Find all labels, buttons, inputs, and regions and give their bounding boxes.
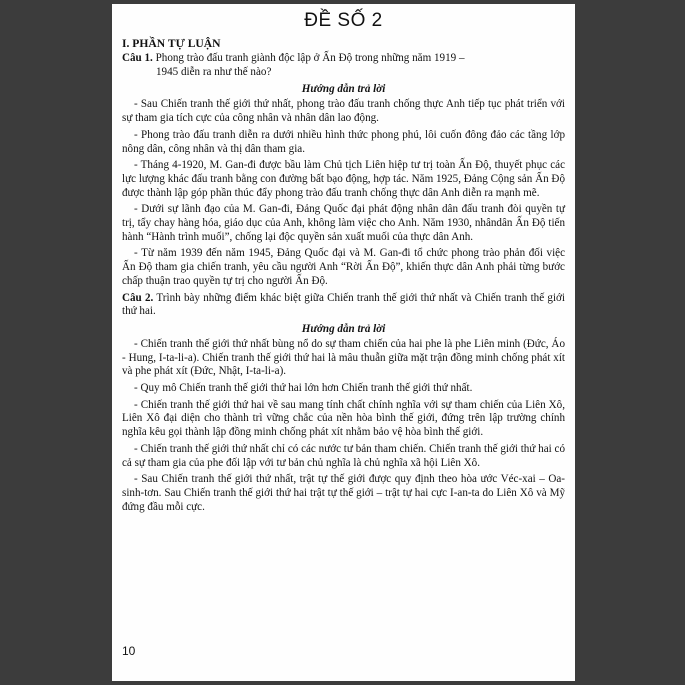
page-title: ĐỀ SỐ 2 xyxy=(304,10,383,31)
question-2-text: Trình bày những điểm khác biệt giữa Chiến tranh thế giới thứ nhất và Chiến tranh thế giới thứ hai. xyxy=(122,291,565,318)
page-number: 10 xyxy=(122,644,136,658)
question-1-line-1: Phong trào đấu tranh giành độc lập ở Ấn Độ trong những năm 1919 – xyxy=(155,52,465,64)
document-page[interactable] xyxy=(112,4,575,681)
section-heading: I. PHẦN TỰ LUẬN xyxy=(122,37,221,50)
question-2-label: Câu 2. xyxy=(122,291,154,304)
answer-2-paragraph: - Chiến tranh thế giới thứ nhất bùng nổ do sự tham chiến của hai phe là phe Liên minh (Đức, Áo - Hung, I-ta-li-a). Chiến tranh thế giới thứ hai là mâu thuẫn giữa mặt trận đồng minh chống phát xít và phe phát xít (Đức, Nhật, I-ta-li-a). xyxy=(122,337,565,378)
answer-2-paragraph: - Chiến tranh thế giới thứ hai về sau mang tính chất chính nghĩa với sự tham chiến của Liên Xô, Liên Xô đại diện cho thành trì vững chắc của nền hòa bình thế giới, đứng trên lập trường chính nghĩa kêu gọi thành lập đồng minh chống phát xít nhằm bảo vệ hòa bình thế giới. xyxy=(122,398,565,439)
answer-2-paragraph: - Chiến tranh thế giới thứ nhất chỉ có các nước tư bản tham chiến. Chiến tranh thế giới thứ hai có cả sự tham gia của phe đối lập với tư bản chủ nghĩa là chủ nghĩa xã hội Liên Xô. xyxy=(122,442,565,469)
question-1-label: Câu 1. xyxy=(122,52,153,64)
viewer-frame-right xyxy=(575,0,685,685)
answer-guide-heading-1: Hướng dẫn trả lời xyxy=(301,83,386,96)
answer-1-paragraph: - Tháng 4-1920, M. Gan-đi được bầu làm Chủ tịch Liên hiệp tư trị toàn Ấn Độ, thuyết phục các lực lượng khác đấu tranh bằng con đường bất bạo động, hợp tác. Năm 1925, Đảng Cộng sản Ấn Độ được thành lập góp phần thúc đẩy phong trào đấu tranh chống thực dân Anh diễn ra mạnh mẽ. xyxy=(122,159,565,199)
answer-1-paragraph: - Sau Chiến tranh thế giới thứ nhất, phong trào đấu tranh chống thực Anh tiếp tục phát triển với sự tham gia tích cực của công nhân và nhân dân lao động. xyxy=(122,98,565,125)
question-1-line-2: 1945 diễn ra như thế nào? xyxy=(156,65,272,78)
answer-2-paragraph: - Quy mô Chiến tranh thế giới thứ hai lớn hơn Chiến tranh thế giới thứ nhất. xyxy=(134,382,473,395)
viewer-frame-left xyxy=(0,0,112,685)
answer-guide-heading-2: Hướng dẫn trả lời xyxy=(301,322,386,335)
viewer-frame-bottom xyxy=(0,681,685,685)
answer-2-paragraph: - Sau Chiến tranh thế giới thứ nhất, trật tự thế giới được quy định theo hòa ước Véc-xai – Oa-sinh-tơn. Sau Chiến tranh thế giới thứ hai trật tự thế giới – trật tự hai cực I-an-ta do Liên Xô và Mỹ đứng đầu mỗi cực. xyxy=(122,473,565,513)
answer-1-paragraph: - Phong trào đấu tranh diễn ra dưới nhiều hình thức phong phú, lôi cuốn đông đảo các tầng lớp nông dân, công nhân và thị dân tham gia. xyxy=(122,128,565,155)
question-2 xyxy=(122,292,565,319)
answer-1-paragraph: - Dưới sự lãnh đạo của M. Gan-đi, Đảng Quốc đại phát động nhân dân đấu tranh đòi quyền tự trị, tẩy chay hàng hóa, giáo dục của Anh, không làm việc cho Anh. Năm 1930, nhândân Ấn Độ tiến hành “Hành trình muối”, chống lại độc quyền sản xuất muối của thực dân Anh. xyxy=(122,203,565,243)
answer-1-paragraph: - Từ năm 1939 đến năm 1945, Đảng Quốc đại và M. Gan-đi tổ chức phong trào phản đối việc Ấn Độ tham gia chiến tranh, yêu cầu người Anh “Rời Ấn Độ”, khiến thực dân Anh phải từng bước chấp thuận trao quyền tự trị cho người Ấn Độ. xyxy=(122,247,565,287)
question-1 xyxy=(122,52,565,79)
